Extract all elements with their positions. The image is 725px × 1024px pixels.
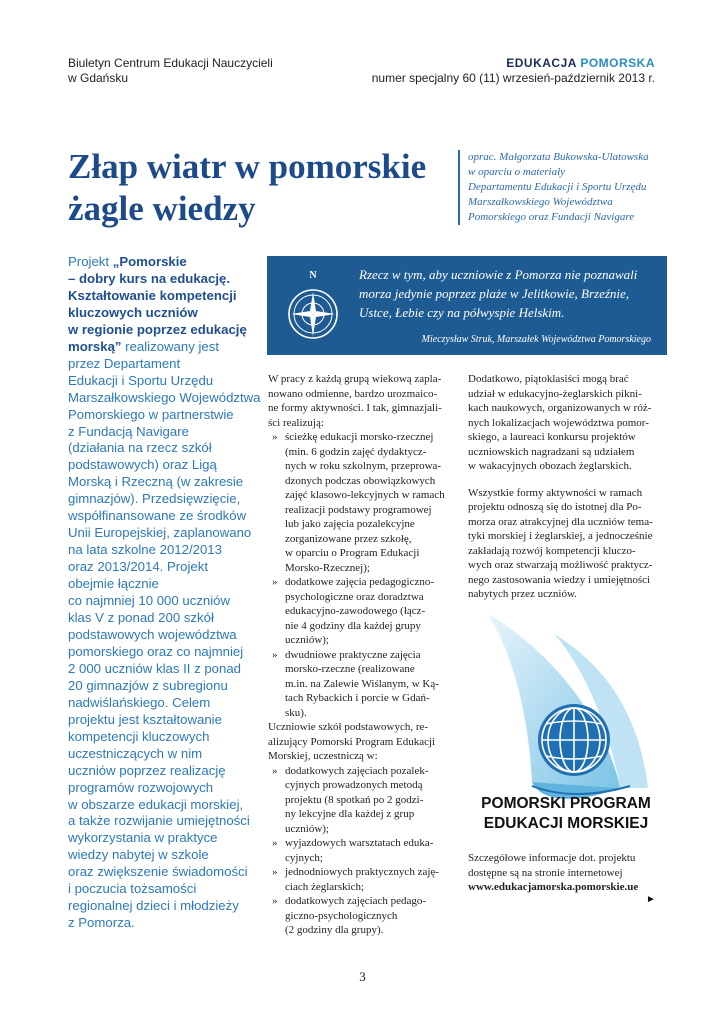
quote-line: Ustce, Łebie czy na półwyspie Helskim.	[359, 305, 565, 320]
text-line: nego zastosowania wiedzy i umiejętności	[468, 573, 651, 586]
website-link[interactable]: www.edukacjamorska.pomorskie.ue	[468, 881, 639, 893]
sail-globe-logo-icon	[470, 610, 660, 850]
lead-text: Projekt	[68, 254, 113, 269]
bullet-icon: »	[272, 648, 278, 661]
list-item	[268, 430, 458, 575]
bullet-icon: »	[272, 866, 278, 878]
text-line: ści realizują:	[268, 416, 324, 429]
logo-line-1: POMORSKI PROGRAM	[481, 795, 651, 812]
text-line: wyjazdowych warsztatach eduka-	[285, 837, 434, 849]
lead-line	[68, 712, 263, 729]
lead-bold-text: morską”	[68, 338, 122, 354]
page-number: 3	[359, 969, 366, 984]
text-line: ny lekcyjne dla każdej z grup	[285, 808, 415, 820]
text-line: zorganizowane przez szkołę,	[285, 532, 412, 545]
lead-text: uczestniczących w nim	[68, 745, 203, 761]
lead-line	[68, 390, 263, 407]
lead-line	[68, 305, 263, 322]
quote-line: Rzecz w tym, aby uczniowie z Pomorza nie poznawali	[359, 267, 638, 282]
lead-text: co najmniej 10 000 uczniów	[68, 593, 231, 609]
lead-text: podstawowych województwa	[68, 626, 237, 642]
lead-text: programów rozwojowych	[68, 779, 214, 795]
lead-text: na lata szkolne 2012/2013	[68, 542, 222, 558]
lead-line	[68, 678, 263, 695]
lead-bold-text: w regionie poprzez edukację	[68, 321, 247, 337]
text-line: jednodniowych praktycznych zaję-	[285, 866, 439, 878]
article-title	[68, 146, 448, 230]
credit-line: Pomorskiego oraz Fundacji Navigare	[468, 211, 635, 223]
text-line: dodatkowe zajęcia pedagogiczno-	[285, 576, 435, 588]
lead-text: 20 gimnazjów z subregionu	[68, 677, 228, 693]
list-item	[268, 648, 458, 721]
lead-text: i poczucia tożsamości	[68, 881, 197, 897]
lead-line	[68, 627, 263, 644]
text-line: projektu odnoszą się do istotnej dla Po-	[468, 501, 642, 513]
text-line: uczniowskich nagradzani są udziałem	[468, 445, 635, 458]
text-line: nych w roku szkolnym, przeprowa-	[285, 460, 442, 472]
text-line: sku).	[285, 706, 307, 719]
text-line: psychologiczne oraz doradztwa	[285, 590, 424, 603]
lead-line	[68, 780, 263, 797]
lead-line	[68, 695, 263, 712]
lead-line	[68, 559, 263, 576]
right-column	[468, 372, 658, 602]
gymnasium-activities-list	[268, 430, 458, 720]
bulletin-name: Biuletyn Centrum Edukacji Nauczycieli	[68, 56, 273, 70]
author-credit	[458, 150, 668, 225]
lead-text: Marszałkowskiego Województwa	[68, 389, 261, 405]
issue-info: numer specjalny 60 (11) wrzesień-październik 2013 r.	[371, 71, 655, 85]
lead-bold-text: kluczowych uczniów	[68, 304, 198, 320]
lead-text: wiedzy nabytej w szkole	[68, 847, 209, 863]
quote-line: morza jedynie poprzez plaże w Jelitkowie, Brzeźnie,	[359, 286, 630, 301]
text-line: w wakacyjnych obozach żeglarskich.	[468, 460, 632, 472]
lead-line	[68, 271, 263, 288]
text-line: alizujący Pomorski Program Edukacji	[268, 735, 436, 748]
lead-text: Morską i Rzeczną (w zakresie	[68, 474, 244, 490]
text-line: m.in. na Zalewie Wiślanym, w Ką-	[285, 677, 439, 690]
text-line: morsko-rzeczne (realizowane	[285, 663, 415, 675]
lead-text: nadwiślańskiego. Celem	[68, 694, 211, 710]
more-info	[468, 851, 658, 895]
lead-line	[68, 729, 263, 746]
lead-line	[68, 457, 263, 474]
lead-line	[68, 474, 263, 491]
text-line: Morsko-Rzecznej);	[285, 561, 370, 574]
text-line: uczniów);	[285, 822, 329, 835]
middle-column	[268, 372, 458, 938]
lead-text: kompetencji kluczowych	[68, 728, 210, 744]
lead-text: Unii Europejskiej, zaplanowano	[68, 525, 252, 541]
text-line: nabytych przez uczniów.	[468, 588, 577, 600]
lead-text: pomorskiego oraz co najmniej	[68, 643, 244, 659]
list-item	[268, 764, 458, 837]
lead-line	[68, 915, 263, 932]
text-line: Dodatkowo, piątoklasiści mogą brać	[468, 373, 629, 385]
lead-line	[68, 491, 263, 508]
title-line-1: Złap wiatr w pomorskie	[68, 147, 427, 186]
list-item	[268, 894, 458, 938]
credit-line: Marszałkowskiego Województwa	[468, 196, 613, 208]
credit-line: Departamentu Edukacji i Sportu Urzędu	[468, 181, 647, 193]
bulletin-header	[68, 56, 273, 86]
lead-text: Pomorskiego w partnerstwie	[68, 406, 234, 422]
text-line: skiego, a laureaci konkursu projektów	[468, 431, 636, 443]
lead-line	[68, 508, 263, 525]
next-page-arrow-icon: ►	[646, 894, 656, 905]
text-line: nych lokalizacjach województwa pomor-	[468, 416, 649, 429]
logo-line-2: EDUKACJI MORSKIEJ	[483, 815, 649, 832]
lead-line	[68, 763, 263, 780]
lead-line	[68, 339, 263, 356]
text-line: edukacyjno-zawodowego (łącz-	[285, 605, 426, 617]
text-line: morza oraz atrakcyjnej dla uczniów tema-	[468, 515, 653, 528]
text-line: tyki morskiej i żeglarskiej, a jednocześnie	[468, 530, 653, 542]
lead-bold-text: Kształtowanie kompetencji	[68, 287, 237, 303]
text-line: (2 godziny dla grupy).	[285, 924, 384, 936]
lead-line	[68, 864, 263, 881]
bullet-icon: »	[272, 431, 278, 443]
list-item	[268, 575, 458, 648]
text-line: giczno-psychologicznych	[285, 909, 398, 922]
lead-line	[68, 525, 263, 542]
credit-line: oprac. Małgorzata Bukowska-Ulatowska	[468, 151, 649, 163]
lead-text: przez Departament	[68, 355, 181, 371]
compass-north-label: N	[309, 270, 317, 281]
brand-part-1: EDUKACJA	[506, 56, 577, 70]
primary-activities-list	[268, 764, 458, 938]
paragraph-summary	[468, 486, 658, 602]
brand-part-2: POMORSKA	[580, 56, 655, 70]
text-line: zajęć klasowo-lekcyjnych w ramach	[285, 489, 445, 501]
lead-column	[68, 254, 263, 932]
list-item	[268, 836, 458, 865]
program-logo	[470, 610, 660, 850]
text-line: cyjnych;	[285, 851, 323, 864]
title-line-2: żagle wiedzy	[68, 189, 256, 228]
lead-line	[68, 797, 263, 814]
text-line: nie 4 godziny dla każdej grupy	[285, 619, 421, 632]
quote-text	[359, 265, 659, 322]
lead-line	[68, 288, 263, 305]
lead-bold-text: – dobry kurs na edukację.	[68, 270, 230, 286]
more-info-line: dostępne są na stronie internetowej	[468, 866, 623, 879]
lead-text: z Pomorza.	[68, 915, 135, 931]
lead-text: oraz zwiększenie świadomości	[68, 864, 248, 880]
text-line: kach naukowych, organizowanych w róż-	[468, 402, 652, 414]
lead-line	[68, 576, 263, 593]
lead-line	[68, 813, 263, 830]
lead-line	[68, 407, 263, 424]
issue-header	[372, 56, 655, 86]
text-line: ścieżkę edukacji morsko-rzecznej	[285, 431, 434, 443]
lead-line	[68, 254, 263, 271]
lead-text: współfinansowane ze środków	[68, 508, 247, 524]
text-line: tach Rybackich i porcie w Gdań-	[285, 692, 430, 704]
lead-line	[68, 373, 263, 390]
quote-author: Mieczysław Struk, Marszałek Województwa Pomorskiego	[421, 334, 651, 345]
lead-line	[68, 644, 263, 661]
lead-line	[68, 898, 263, 915]
lead-text: oraz 2013/2014. Projekt	[68, 559, 209, 575]
lead-line	[68, 746, 263, 763]
lead-text: Edukacji i Sportu Urzędu	[68, 372, 214, 388]
list-item	[268, 865, 458, 894]
text-line: Uczniowie szkół podstawowych, re-	[268, 721, 429, 733]
text-line: uczniów);	[285, 634, 329, 646]
lead-text: projektu jest kształtowanie	[68, 711, 222, 727]
text-line: udział w edukacyjno-żeglarskich pikni-	[468, 387, 642, 400]
credit-line: w oparciu o materiały	[468, 166, 566, 178]
quote-box	[267, 256, 667, 355]
bullet-icon: »	[272, 895, 278, 907]
magazine-brand	[372, 56, 655, 71]
text-line: cyjnych prowadzonych metodą	[285, 779, 423, 791]
lead-line	[68, 542, 263, 559]
text-line: dwudniowe praktyczne zajęcia	[285, 648, 421, 661]
text-line: dodatkowych zajęciach pozalek-	[285, 764, 429, 777]
text-line: w oparciu o Program Edukacji	[285, 547, 420, 559]
text-line: zakładają rozwój kompetencji kluczo-	[468, 544, 636, 557]
text-line: (min. 6 godzin zajęć dydaktycz-	[285, 445, 427, 458]
lead-text: 2 000 uczniów klas II z ponad	[68, 660, 242, 676]
lead-text: obejmie łącznie	[68, 576, 159, 592]
text-line: W pracy z każdą grupą wiekową zapla-	[268, 373, 442, 385]
lead-bold-text: „Pomorskie	[112, 254, 187, 269]
intro-paragraph	[268, 372, 458, 430]
lead-text: a także rozwijanie umiejętności	[68, 813, 250, 829]
lead-line	[68, 593, 263, 610]
lead-text: klas V z ponad 200 szkół	[68, 610, 214, 626]
more-info-line: Szczegółowe informacje dot. projektu	[468, 852, 636, 864]
compass-icon	[285, 266, 341, 346]
lead-text: (działania na rzecz szkół	[68, 440, 212, 456]
text-line: dodatkowych zajęciach pedago-	[285, 895, 427, 907]
text-line: dzonych podczas obowiązkowych	[285, 474, 436, 487]
lead-line	[68, 830, 263, 847]
lead-text: gimnazjów). Przedsięwzięcie,	[68, 491, 241, 507]
bullet-icon: »	[272, 837, 278, 849]
lead-line	[68, 661, 263, 678]
lead-line	[68, 881, 263, 898]
lead-text: podstawowych) oraz Ligą	[68, 457, 217, 473]
lead-line	[68, 610, 263, 627]
bullet-icon: »	[272, 764, 278, 777]
lead-line	[68, 356, 263, 373]
lead-text: uczniów poprzez realizację	[68, 762, 226, 778]
lead-line	[68, 322, 263, 339]
lead-text: wykorzystania w praktyce	[68, 830, 218, 846]
text-line: realizacji podstawy programowej	[285, 503, 432, 516]
lead-text: w obszarze edukacji morskiej,	[68, 796, 244, 812]
lead-text: regionalnej dzieci i młodzieży	[68, 898, 239, 914]
lead-text: z Fundacją Navigare	[68, 423, 189, 439]
text-line: wych oraz stwarzają możliwość praktycz-	[468, 559, 653, 571]
text-line: ne formy aktywności. I tak, gimnazjali-	[268, 402, 442, 414]
lead-line	[68, 424, 263, 441]
text-line: projektu (8 spotkań po 2 godzi-	[285, 793, 424, 806]
primary-intro-paragraph	[268, 720, 458, 764]
bulletin-city: w Gdańsku	[68, 71, 129, 85]
lead-text: realizowany jest	[121, 338, 219, 354]
paragraph-extra-activities	[468, 372, 658, 474]
bullet-icon: »	[272, 576, 278, 588]
text-line: ciach żeglarskich;	[285, 880, 365, 893]
lead-line	[68, 847, 263, 864]
lead-line	[68, 440, 263, 457]
text-line: lub jako zajęcia pozalekcyjne	[285, 518, 415, 530]
text-line: Morskiej, uczestniczą w:	[268, 750, 378, 762]
text-line: nowano odmienne, bardzo urozmaico-	[268, 387, 438, 400]
text-line: Wszystkie formy aktywności w ramach	[468, 486, 643, 499]
